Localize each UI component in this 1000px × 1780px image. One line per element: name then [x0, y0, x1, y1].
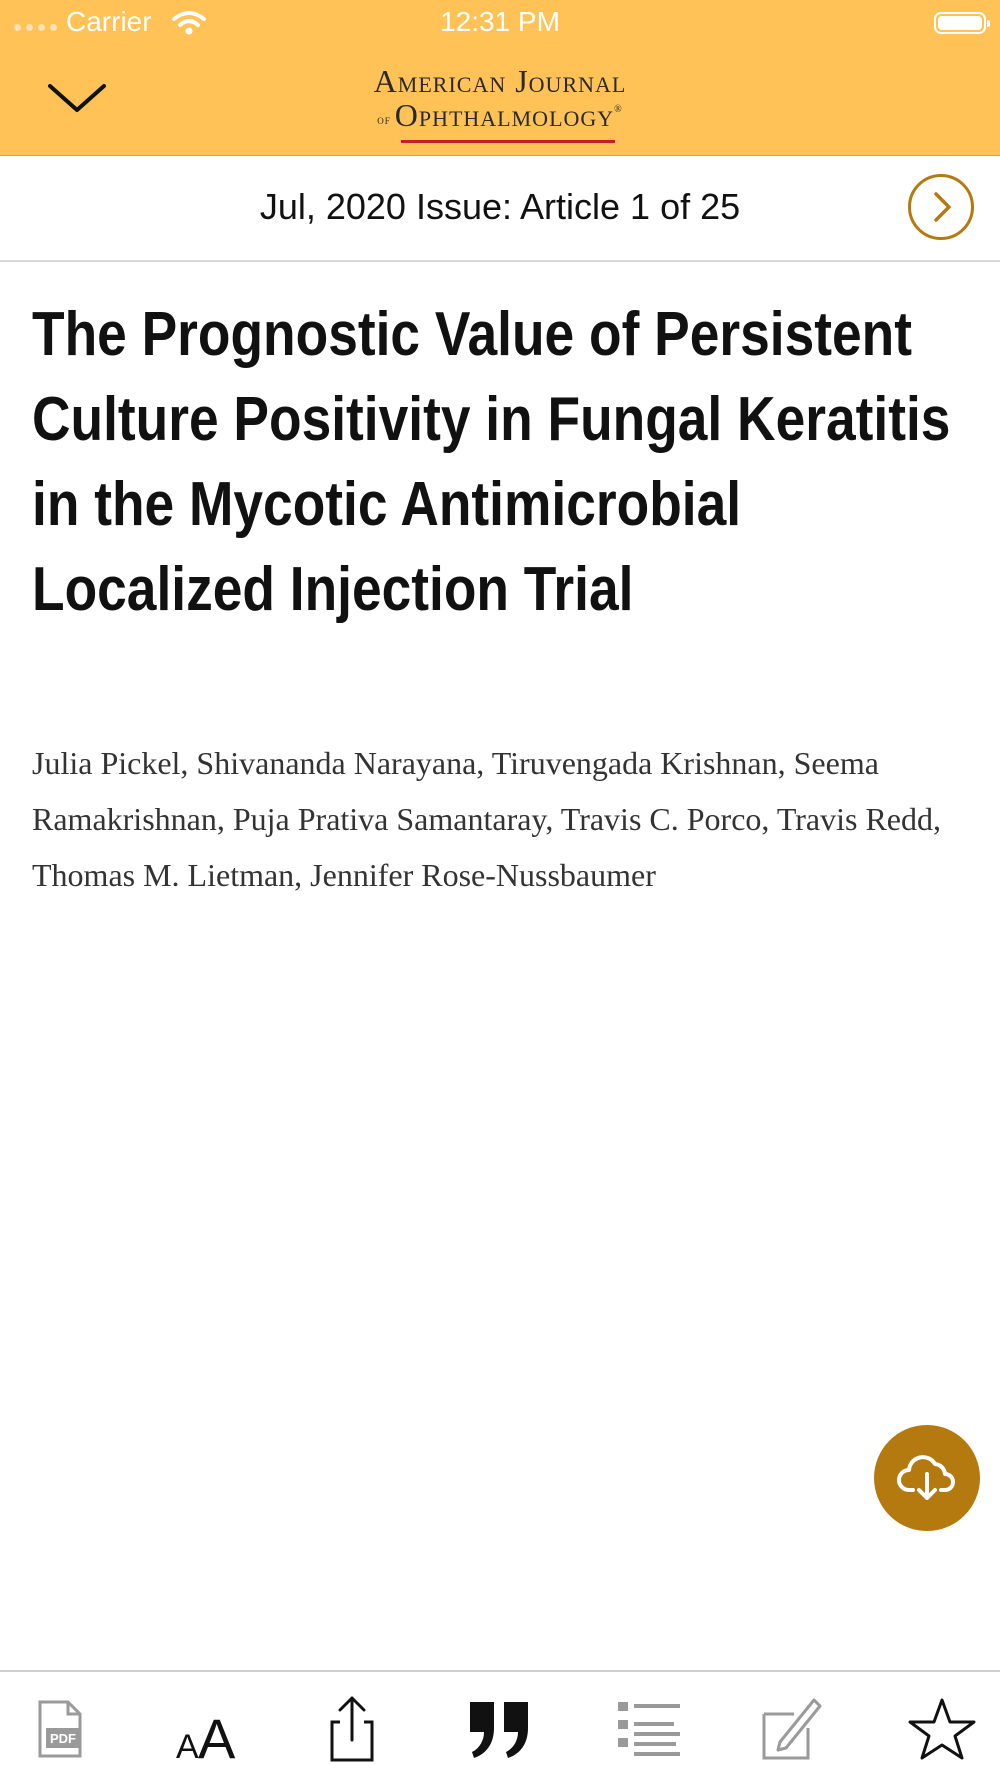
chevron-down-icon[interactable] [44, 78, 110, 118]
issue-label: Jul, 2020 Issue: Article 1 of 25 [259, 186, 741, 227]
text-size-icon [166, 1694, 246, 1764]
logo-line-2 [377, 98, 623, 141]
outline-list-icon [606, 1694, 686, 1764]
logo-ophthalmology: Ophthalmology [394, 97, 615, 133]
share-icon [312, 1694, 392, 1764]
pdf-icon [22, 1694, 102, 1764]
chevron-right-icon [911, 177, 971, 237]
bottom-toolbar [0, 1670, 1000, 1780]
text-size-large-a: A [198, 1707, 236, 1764]
carrier-label: Carrier [66, 6, 152, 37]
cite-button[interactable] [460, 1694, 540, 1764]
journal-logo [300, 64, 700, 144]
status-bar [0, 0, 1000, 48]
battery-icon [934, 12, 986, 34]
star-icon [902, 1694, 982, 1764]
text-size-small-a: A [176, 1728, 199, 1764]
logo-line-1: American Journal [373, 63, 627, 99]
note-button[interactable] [754, 1694, 834, 1764]
logo-registered-mark: ® [614, 104, 623, 115]
issue-navigation-bar [0, 156, 1000, 262]
pdf-button[interactable] [22, 1694, 102, 1764]
text-size-button[interactable] [166, 1694, 246, 1764]
article-title: The Prognostic Value of Persistent Culture Positivity in Fungal Keratitis in the Mycotic Antimicrobial Localized Injection Trial [32, 300, 951, 624]
share-button[interactable] [312, 1694, 392, 1764]
note-icon [754, 1694, 834, 1764]
cloud-download-icon [897, 1452, 957, 1504]
next-article-button[interactable] [908, 174, 974, 240]
status-time: 12:31 PM [440, 6, 560, 37]
pdf-badge: PDF [50, 1731, 76, 1746]
favorite-button[interactable] [902, 1694, 982, 1764]
article-authors: Julia Pickel, Shivananda Narayana, Tiruvengada Krishnan, Seema Ramakrishnan, Puja Prativa Samantaray, Travis C. Porco, Travis Redd, Thomas M. Lietman, Jennifer Rose-Nussbaumer [32, 745, 941, 893]
quote-icon [460, 1694, 540, 1764]
download-button[interactable] [874, 1425, 980, 1531]
logo-of: of [377, 112, 391, 127]
outline-button[interactable] [606, 1694, 686, 1764]
app-header [0, 0, 1000, 156]
